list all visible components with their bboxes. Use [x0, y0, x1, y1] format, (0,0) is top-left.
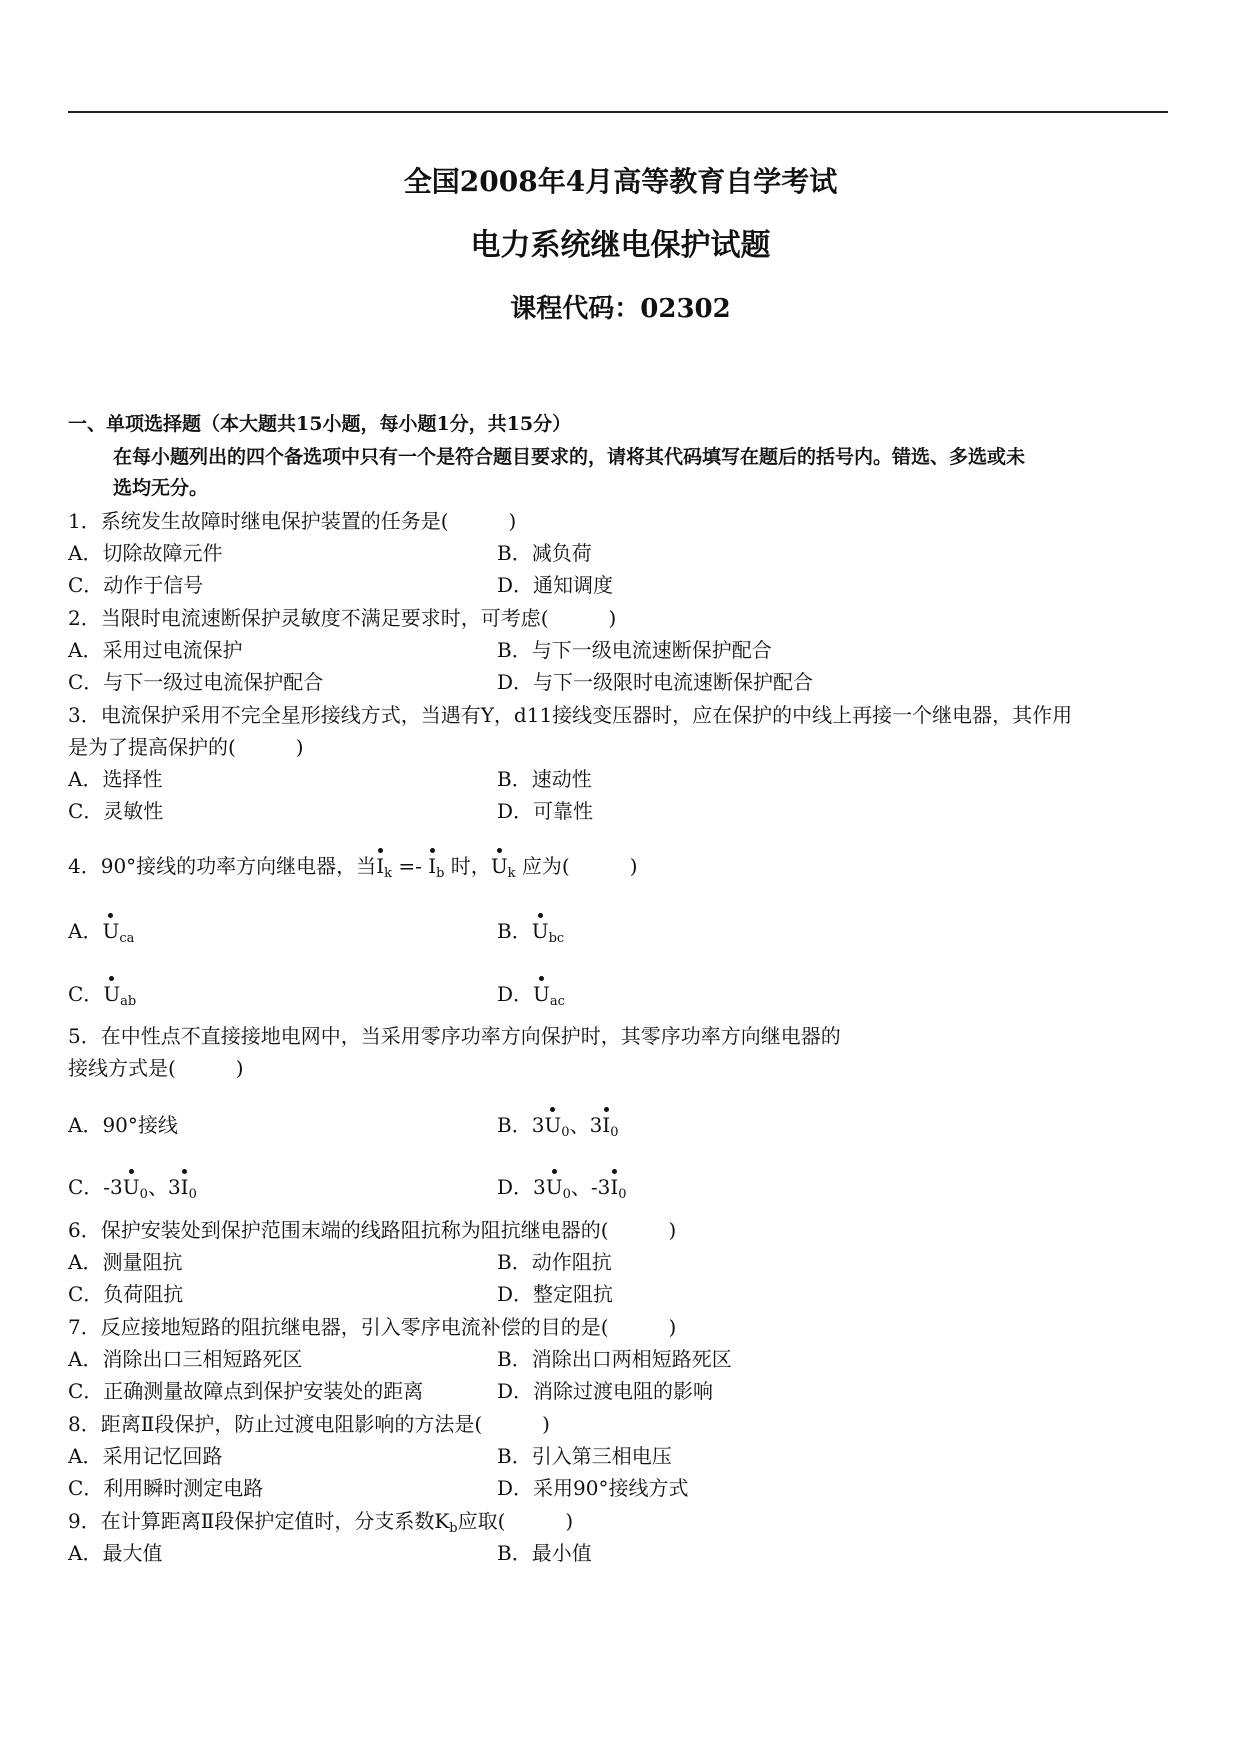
question-4-option-d — [497, 982, 565, 1009]
phasor-i-symbol: I — [180, 1175, 189, 1199]
phasor-u-symbol: U — [533, 982, 550, 1006]
question-1-option-d: D．通知调度 — [497, 573, 614, 597]
subscript-0: 0 — [561, 1125, 570, 1140]
question-4-option-c — [68, 982, 137, 1009]
question-9-option-b: B．最小值 — [497, 1541, 592, 1565]
subscript-ac: ac — [549, 994, 565, 1009]
subscript-k: k — [384, 866, 392, 881]
question-4-option-a — [68, 919, 135, 946]
phasor-i-symbol: I — [602, 1113, 611, 1137]
subscript-0: 0 — [139, 1187, 148, 1202]
subscript-ab: ab — [120, 994, 137, 1009]
phasor-u-symbol: U — [531, 919, 549, 943]
subscript-b: b — [449, 1521, 458, 1536]
question-7-option-b: B．消除出口两相短路死区 — [497, 1347, 732, 1371]
question-8-stem: 8．距离Ⅱ段保护，防止过渡电阻影响的方法是( ) — [68, 1412, 550, 1436]
phasor-i-symbol: I — [376, 854, 385, 878]
question-6-option-c: C．负荷阻抗 — [68, 1282, 184, 1306]
subscript-0: 0 — [562, 1187, 571, 1202]
option-label: B．3 — [497, 1113, 545, 1137]
question-5-option-d — [497, 1175, 627, 1202]
question-7-option-a: A．消除出口三相短路死区 — [68, 1347, 303, 1371]
question-5-stem-line-1: 5．在中性点不直接接地电网中，当采用零序功率方向保护时，其零序功率方向继电器的 — [68, 1024, 841, 1048]
section-instruction-1: 在每小题列出的四个备选项中只有一个是符合题目要求的，请将其代码填写在题后的括号内。错选、多选或未 — [113, 446, 1026, 468]
question-6-stem: 6．保护安装处到保护范围末端的线路阻抗称为阻抗继电器的( ) — [68, 1218, 677, 1242]
phasor-u-symbol: U — [544, 1113, 562, 1137]
phasor-u-symbol: U — [103, 982, 121, 1006]
question-8-option-c: C．利用瞬时测定电路 — [68, 1476, 264, 1500]
question-2-option-d: D．与下一级限时电流速断保护配合 — [497, 670, 814, 694]
separator: 、 — [570, 1175, 591, 1199]
question-9-stem-suffix: 应取( ) — [457, 1509, 574, 1533]
subscript-b: b — [436, 866, 445, 881]
subscript-0: 0 — [188, 1187, 197, 1202]
question-3-option-c: C．灵敏性 — [68, 799, 164, 823]
question-5-option-a: A．90°接线 — [68, 1113, 178, 1137]
question-1-option-a: A．切除故障元件 — [68, 541, 223, 565]
question-3-option-d: D．可靠性 — [497, 799, 594, 823]
question-9-option-a: A．最大值 — [68, 1541, 163, 1565]
coefficient: 3 — [167, 1175, 181, 1199]
question-6-option-b: B．动作阻抗 — [497, 1250, 612, 1274]
subscript-0: 0 — [618, 1187, 627, 1202]
option-label: C．-3 — [68, 1175, 123, 1199]
question-5-option-b — [497, 1113, 619, 1140]
phasor-u-symbol: U — [102, 919, 120, 943]
phasor-i-symbol: I — [428, 854, 437, 878]
option-label: B． — [497, 919, 532, 943]
question-1-stem: 1．系统发生故障时继电保护装置的任务是( ) — [68, 509, 517, 533]
question-2-option-a: A．采用过电流保护 — [68, 638, 243, 662]
question-8-option-d: D．采用90°接线方式 — [497, 1476, 689, 1500]
question-9-stem-prefix: 9．在计算距离Ⅱ段保护定值时，分支系数K — [68, 1509, 450, 1533]
question-1-option-c: C．动作于信号 — [68, 573, 204, 597]
option-label: C． — [68, 982, 104, 1006]
top-rule — [68, 111, 1168, 113]
question-3-stem-line-1: 3．电流保护采用不完全星形接线方式，当遇有Y，d11接线变压器时，应在保护的中线上再接一个继电器，其作用 — [68, 703, 1073, 727]
option-label: A． — [68, 919, 103, 943]
question-7-stem: 7．反应接地短路的阻抗继电器，引入零序电流补偿的目的是( ) — [68, 1315, 677, 1339]
section-instruction-2: 选均无分。 — [113, 477, 209, 499]
question-4-option-b — [497, 919, 565, 946]
question-2-stem: 2．当限时电流速断保护灵敏度不满足要求时，可考虑( ) — [68, 606, 617, 630]
equals-neg: =- — [391, 854, 429, 878]
question-6-option-d: D．整定阻抗 — [497, 1282, 614, 1306]
separator: 、 — [569, 1113, 590, 1137]
subscript-k: k — [507, 866, 516, 881]
question-9-stem — [68, 1509, 574, 1536]
question-4-when: 时， — [444, 854, 491, 878]
separator: 、 — [147, 1175, 168, 1199]
question-7-option-d: D．消除过渡电阻的影响 — [497, 1379, 714, 1403]
question-5-stem-line-2: 接线方式是( ) — [68, 1056, 244, 1080]
subscript-0: 0 — [610, 1125, 619, 1140]
phasor-u-symbol: U — [545, 1175, 563, 1199]
phasor-u-symbol: U — [122, 1175, 140, 1199]
question-3-stem-line-2: 是为了提高保护的( ) — [68, 735, 304, 759]
option-label: D．3 — [497, 1175, 546, 1199]
phasor-u-symbol: U — [490, 854, 508, 878]
phasor-i-symbol: I — [610, 1175, 619, 1199]
question-8-option-a: A．采用记忆回路 — [68, 1444, 223, 1468]
question-2-option-b: B．与下一级电流速断保护配合 — [497, 638, 772, 662]
section-title: 一、单项选择题（本大题共15小题，每小题1分，共15分） — [68, 413, 572, 435]
subscript-ca: ca — [119, 931, 135, 946]
question-4-stem-prefix: 4．90°接线的功率方向继电器，当 — [68, 854, 377, 878]
question-5-option-c — [68, 1175, 197, 1202]
question-3-option-b: B．速动性 — [497, 767, 592, 791]
question-4-should: 应为( ) — [515, 854, 638, 878]
coefficient: -3 — [590, 1175, 611, 1199]
subscript-bc: bc — [548, 931, 565, 946]
paper-title: 电力系统继电保护试题 — [470, 228, 771, 263]
course-code: 课程代码：02302 — [510, 294, 731, 324]
question-7-option-c: C．正确测量故障点到保护安装处的距离 — [68, 1379, 424, 1403]
coefficient: 3 — [589, 1113, 603, 1137]
question-4-stem — [68, 854, 638, 881]
question-2-option-c: C．与下一级过电流保护配合 — [68, 670, 324, 694]
question-3-option-a: A．选择性 — [68, 767, 163, 791]
question-1-option-b: B．减负荷 — [497, 541, 592, 565]
option-label: D． — [497, 982, 534, 1006]
question-8-option-b: B．引入第三相电压 — [497, 1444, 672, 1468]
exam-title: 全国2008年4月高等教育自学考试 — [403, 165, 838, 198]
question-6-option-a: A．测量阻抗 — [68, 1250, 183, 1274]
